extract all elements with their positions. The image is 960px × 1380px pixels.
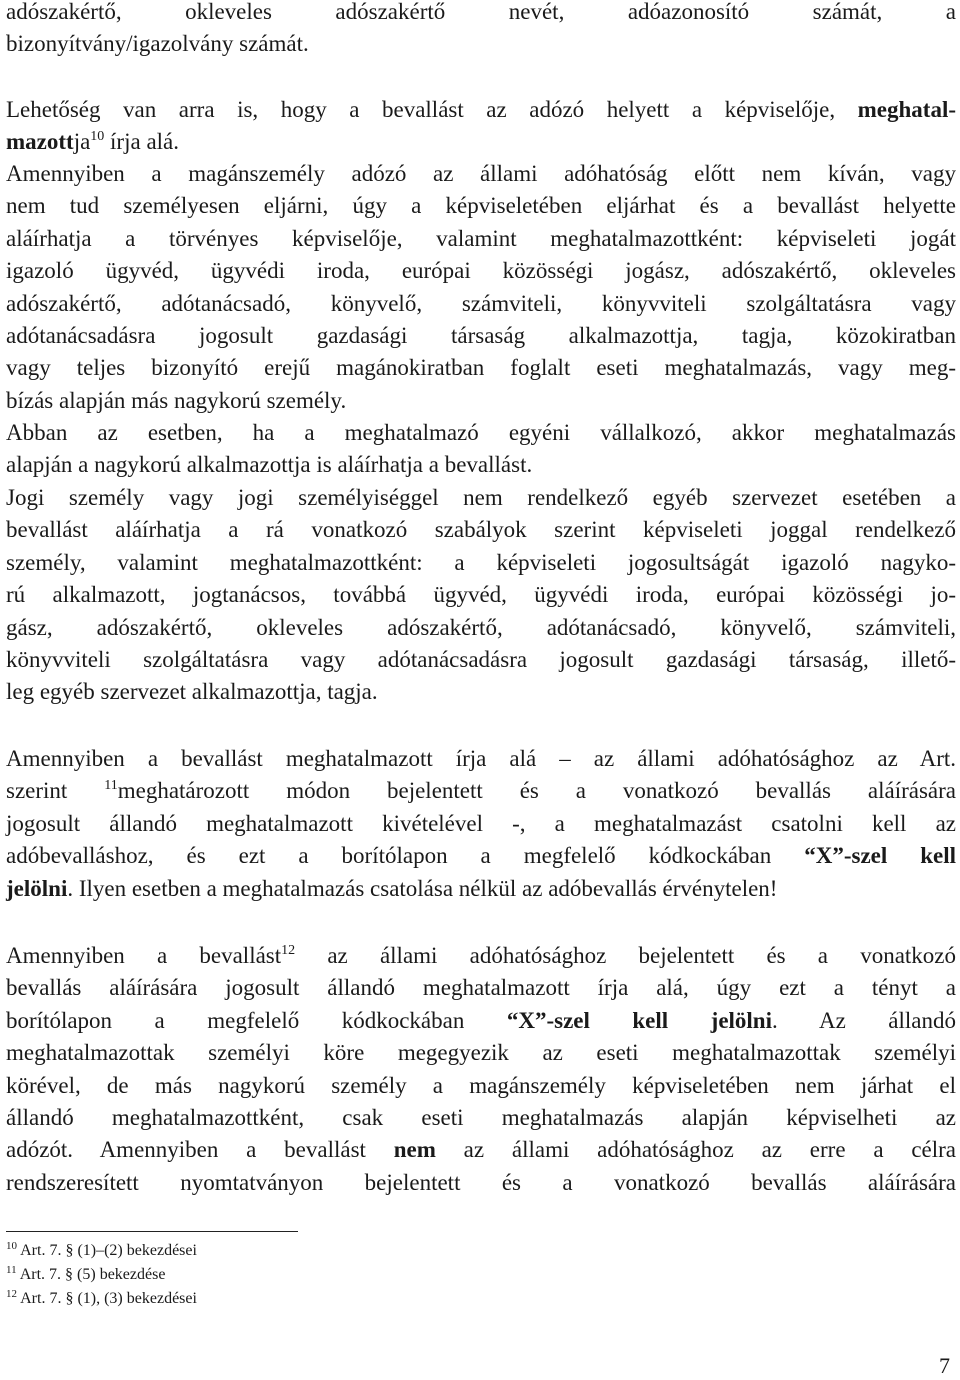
text-line: adóbevalláshoz, és ezt a borítólapon a megfelelő kódkockában “X”-szel kell bbox=[6, 843, 957, 869]
text-line: körével, de más nagykorú személy a magánszemély képviseletében nem járhat el bbox=[6, 1072, 956, 1098]
footnote: $^{10}$ Art. 7. § (1)–(2) bekezdései bbox=[6, 1240, 197, 1259]
footnote-ref: 12 bbox=[281, 943, 296, 958]
paragraph-legal-entity bbox=[6, 482, 956, 709]
text-line: adószakértő, adótanácsadó, könyvelő, számviteli, könyvviteli szolgáltatásra vagy bbox=[6, 290, 956, 316]
text-line: aláírhatja a törvényes képviselője, valamint meghatalmazottként: képviseleti jogát bbox=[6, 225, 956, 251]
text-line: bízás alapján más nagykorú személy. bbox=[6, 387, 347, 413]
text-line: Abban az esetben, ha a meghatalmazó egyéni vállalkozó, akkor meghatalmazás bbox=[6, 420, 956, 445]
text-line: Lehetőség van arra is, hogy a bevallást az adózó helyett a képviselője, meghatal- bbox=[6, 97, 956, 122]
text-line: adószakértő, okleveles adószakértő nevét, adóazonosító számát, a bbox=[6, 0, 956, 24]
paragraph-permanent-representative bbox=[6, 940, 956, 1199]
text-line: mazottja$^{10}$ írja alá. bbox=[6, 129, 180, 155]
text-line: személy, valamint meghatalmazottként: a képviseleti jogosultságát igazoló nagyko- bbox=[6, 549, 956, 575]
text-line: jogosult állandó meghatalmazott kivételével -, a meghatalmazást csatolni kell az bbox=[6, 810, 956, 836]
text-line: könyvviteli szolgáltatásra vagy adótanácsadásra jogosult gazdasági társaság, illető- bbox=[6, 647, 956, 673]
text-line: állandó meghatalmazottként, csak eseti meghatalmazás alapján képviselheti az bbox=[6, 1105, 956, 1131]
text-line: szerint $^{11}$meghatározott módon bejelentett és a vonatkozó bevallás aláírására bbox=[6, 778, 956, 804]
text-line: rú alkalmazott, jogtanácsos, továbbá ügyvéd, ügyvédi iroda, európai közösségi jo- bbox=[6, 582, 956, 608]
text-line: bevallás aláírására jogosult állandó meghatalmazott írja alá, úgy ezt a tényt a bbox=[6, 975, 956, 1001]
text-line: bizonyítvány/igazolvány számát. bbox=[6, 31, 309, 57]
paragraph-entrepreneur bbox=[6, 417, 956, 482]
footnote-separator bbox=[6, 1231, 298, 1232]
page-number: 7 bbox=[939, 1353, 950, 1378]
text-line: alapján a nagykorú alkalmazottja is aláírhatja a bevallást. bbox=[6, 452, 533, 478]
paragraph-continuation bbox=[6, 0, 956, 61]
text-line: igazoló ügyvéd, ügyvédi iroda, európai közösségi jogász, adószakértő, okleveles bbox=[6, 258, 956, 284]
text-line: gász, adószakértő, okleveles adószakértő, adótanácsadó, könyvelő, számviteli, bbox=[6, 614, 956, 640]
text-line: adótanácsadásra jogosult gazdasági társaság alkalmazottja, tagja, közokiratban bbox=[6, 323, 956, 349]
text-line: Jogi személy vagy jogi személyiséggel nem rendelkező egyéb szervezet esetében a bbox=[6, 485, 956, 510]
text-line: rendszeresített nyomtatványon bejelentett és a vonatkozó bevallás aláírására bbox=[6, 1169, 956, 1195]
text-line: nem tud személyesen eljárni, úgy a képviseletében eljárhat és a bevallást helyette bbox=[6, 193, 956, 219]
footnote-ref: 11 bbox=[104, 778, 118, 794]
footnote: $^{12}$ Art. 7. § (1), (3) bekezdései bbox=[6, 1288, 197, 1307]
text-line: borítólapon a megfelelő kódkockában “X”-szel kell jelölni. Az állandó bbox=[6, 1007, 957, 1033]
text-line: vagy teljes bizonyító erejű magánokiratban foglalt eseti meghatalmazás, vagy meg- bbox=[6, 355, 956, 381]
paragraph-representative bbox=[6, 94, 956, 159]
text-line: bevallást aláírhatja a rá vonatkozó szabályok szerint képviseleti joggal rendelkező bbox=[6, 517, 956, 543]
paragraph-authorized-signature bbox=[6, 743, 956, 905]
footnote-ref: 10 bbox=[90, 129, 105, 145]
text-line: adózót. Amennyiben a bevallást nem az állami adóhatósághoz az erre a célra bbox=[6, 1137, 956, 1163]
paragraph-private-person bbox=[6, 158, 956, 417]
text-line: meghatalmazottak személyi köre megegyezik az eseti meghatalmazottak személyi bbox=[6, 1040, 956, 1066]
text-line: jelölni. Ilyen esetben a meghatalmazás csatolása nélkül az adóbevallás érvénytelen! bbox=[6, 875, 778, 901]
text-line: leg egyéb szervezet alkalmazottja, tagja. bbox=[6, 679, 378, 705]
footnote: $^{11}$ Art. 7. § (5) bekezdése bbox=[6, 1264, 166, 1283]
text-line: Amennyiben a bevallást$^{12}$ az állami adóhatósághoz bejelentett és a vonatkozó bbox=[6, 943, 957, 968]
text-line: Amennyiben a magánszemély adózó az állami adóhatóság előtt nem kíván, vagy bbox=[6, 161, 956, 186]
text-line: Amennyiben a bevallást meghatalmazott írja alá – az állami adóhatósághoz az Art. bbox=[6, 746, 956, 771]
